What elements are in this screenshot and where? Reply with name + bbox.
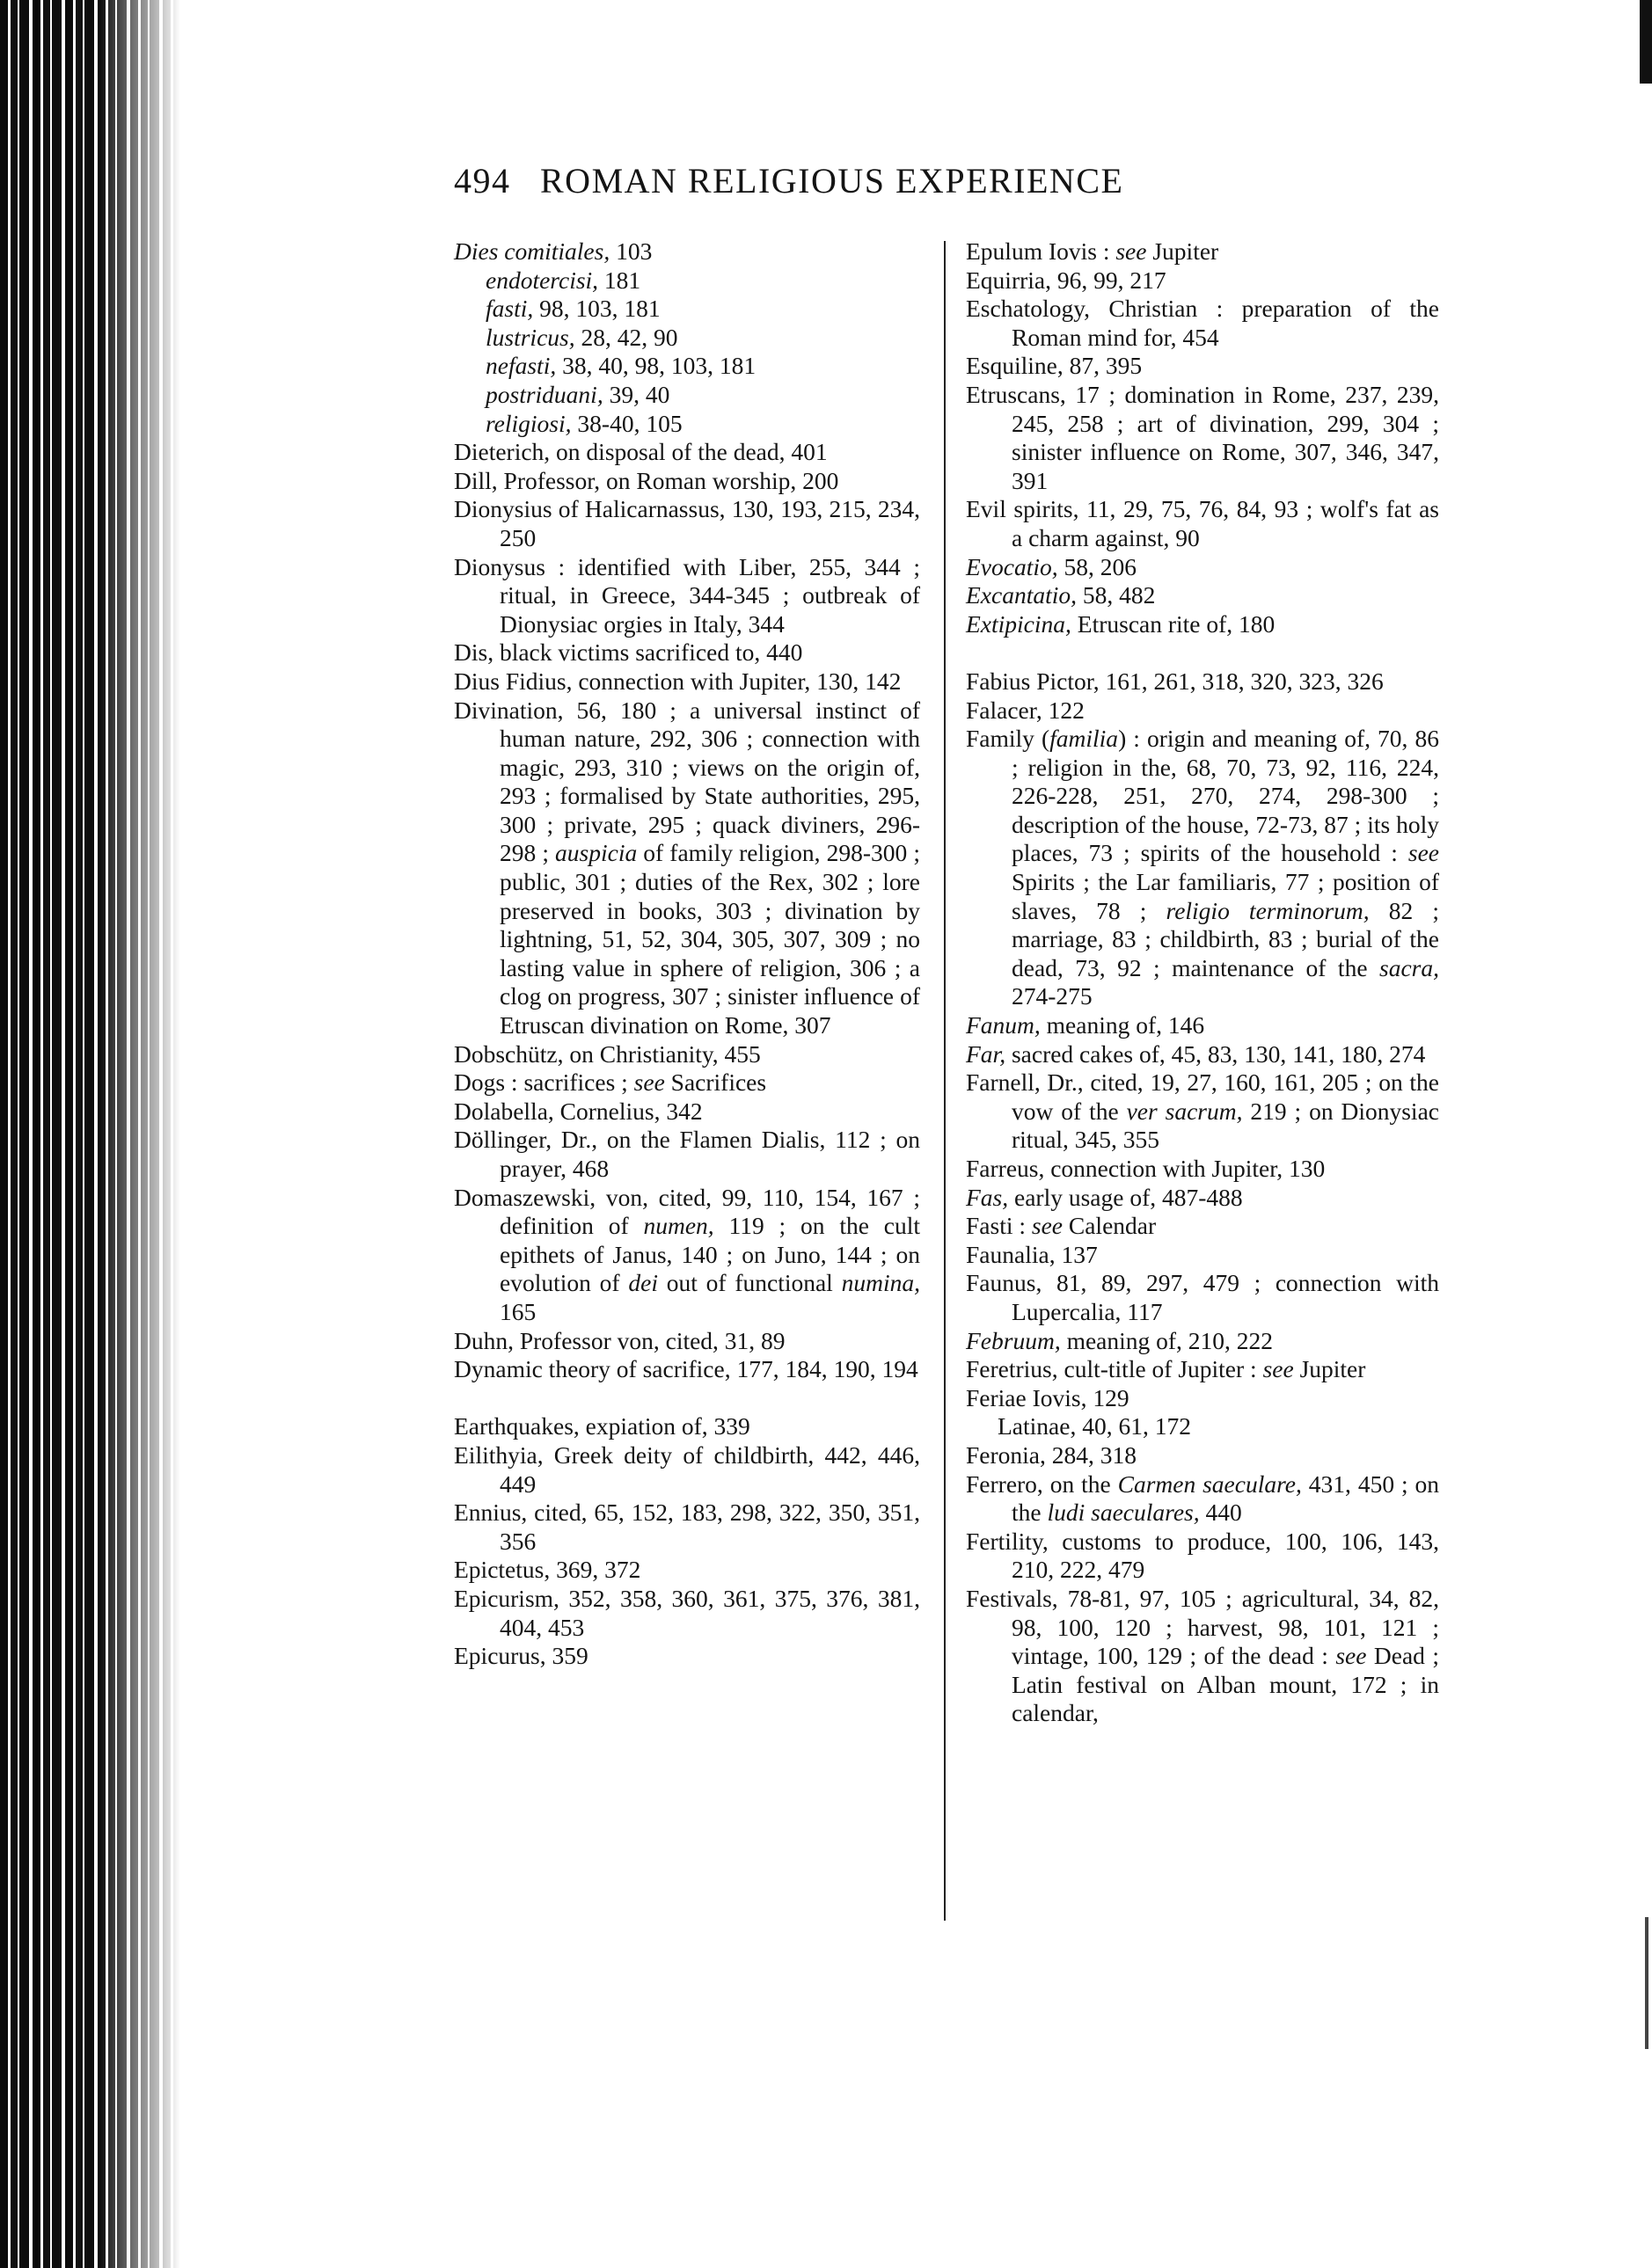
index-entry bbox=[454, 237, 920, 266]
entry-italic-text: nefasti, bbox=[486, 352, 557, 380]
entry-italic-text: see bbox=[1327, 1642, 1367, 1670]
entry-text: Eilithyia, Greek deity of childbirth, 442, 446, 449 bbox=[454, 1440, 920, 1498]
entry-text: Dius Fidius, connection with Jupiter, 130, 142 bbox=[454, 667, 902, 695]
index-entry bbox=[966, 667, 1439, 696]
entry-text: Dionysus : identified with Liber, 255, 344 ; ritual, in Greece, 344-345 ; outbreak of Dionysiac orgies in Italy, 344 bbox=[454, 552, 920, 638]
entry-text: Faunus, 81, 89, 297, 479 ; connection with Lupercalia, 117 bbox=[966, 1269, 1439, 1325]
entry-text: Duhn, Professor von, cited, 31, 89 bbox=[454, 1326, 786, 1354]
entry-text: Dogs : sacrifices ; bbox=[454, 1068, 628, 1097]
entry-italic-text: see bbox=[1256, 1355, 1294, 1383]
entry-text: Faunalia, 137 bbox=[966, 1240, 1098, 1268]
index-entry bbox=[454, 324, 920, 353]
index-entry bbox=[966, 696, 1439, 726]
entry-italic-text: Februum, bbox=[966, 1326, 1061, 1354]
index-entry bbox=[454, 1556, 920, 1585]
entry-text: Spirits ; the Lar familiaris, 77 ; position of slaves, 78 ; bbox=[1012, 868, 1439, 924]
page-number: 494 bbox=[454, 161, 511, 201]
entry-italic-text: religio terminorum, bbox=[1146, 896, 1370, 924]
index-entry bbox=[454, 295, 920, 324]
index-entry bbox=[454, 553, 920, 639]
entry-text: 58, 482 bbox=[1077, 581, 1156, 609]
entry-text: 98, 103, 181 bbox=[533, 295, 661, 323]
entry-text: Fabius Pictor, 161, 261, 318, 320, 323, 326 bbox=[966, 667, 1384, 695]
index-entry bbox=[454, 638, 920, 667]
entry-italic-text: see bbox=[627, 1068, 665, 1097]
index-entry bbox=[966, 610, 1439, 639]
entry-text: Evil spirits, 11, 29, 75, 76, 84, 93 ; wolf's fat as a charm against, 90 bbox=[966, 495, 1439, 551]
entry-text: 103 bbox=[610, 237, 653, 265]
entry-text: Farreus, connection with Jupiter, 130 bbox=[966, 1155, 1326, 1182]
entry-italic-text: ver sacrum, bbox=[1118, 1097, 1243, 1125]
entry-text: 28, 42, 90 bbox=[574, 323, 678, 351]
page-binding-texture bbox=[0, 0, 180, 2268]
page-title: ROMAN RELIGIOUS EXPERIENCE bbox=[540, 161, 1124, 201]
index-letter-gap bbox=[454, 1384, 920, 1413]
index-entry bbox=[966, 553, 1439, 582]
entry-text: Sacrifices bbox=[664, 1068, 767, 1097]
entry-italic-text: see bbox=[1397, 839, 1439, 867]
entry-italic-text: see bbox=[1026, 1212, 1063, 1240]
entry-text: Epulum Iovis : bbox=[966, 237, 1110, 265]
entry-text: 440 bbox=[1199, 1499, 1242, 1527]
column-divider bbox=[944, 241, 946, 1921]
index-entry bbox=[454, 352, 920, 381]
entry-italic-text: fasti, bbox=[486, 295, 534, 323]
entry-text: Family ( bbox=[966, 725, 1050, 753]
index-entry bbox=[454, 1327, 920, 1356]
index-entry bbox=[966, 352, 1439, 381]
entry-italic-text: numina, bbox=[832, 1269, 920, 1297]
index-entry bbox=[966, 1068, 1439, 1155]
entry-text: early usage of, 487-488 bbox=[1008, 1183, 1243, 1211]
entry-italic-text: familia bbox=[1049, 725, 1119, 753]
index-entry bbox=[966, 266, 1439, 295]
entry-italic-text: Far, bbox=[966, 1039, 1006, 1068]
entry-text: Feronia, 284, 318 bbox=[966, 1440, 1137, 1469]
entry-text: Divination, 56, 180 ; a universal instinct of human nature, 292, 306 ; connection with magic, 293, 310 ; views on the origin of, 293 ; formalised by State authorities, 295, 300 ; private, 295 ; quack diviners, 296-298 ; bbox=[454, 696, 920, 867]
entry-italic-text: Dies comitiales, bbox=[454, 237, 610, 265]
index-entry bbox=[966, 1212, 1439, 1241]
index-entry bbox=[454, 410, 920, 439]
index-entry bbox=[966, 1441, 1439, 1470]
entry-text: Dill, Professor, on Roman worship, 200 bbox=[454, 466, 839, 494]
entry-text: Dead ; Latin festival on Alban mount, 172 ; in calendar, bbox=[1012, 1642, 1439, 1727]
entry-text: Falacer, 122 bbox=[966, 696, 1085, 724]
entry-italic-text: Excantatio, bbox=[966, 581, 1078, 609]
entry-text: Epicurism, 352, 358, 360, 361, 375, 376, 381, 404, 453 bbox=[454, 1584, 920, 1641]
entry-italic-text: Fanum, bbox=[966, 1011, 1041, 1039]
entry-text: meaning of, 146 bbox=[1040, 1011, 1205, 1039]
entry-text: out of functional bbox=[657, 1269, 833, 1297]
index-entry bbox=[454, 1642, 920, 1671]
page-edge-mark bbox=[1640, 0, 1652, 84]
entry-text: Domaszewski, von, cited, 99, 110, 154, 167 ; definition of bbox=[454, 1183, 920, 1240]
index-entry bbox=[966, 1040, 1439, 1069]
entry-text: Ferrero, on the bbox=[966, 1469, 1111, 1498]
entry-text: Fasti : bbox=[966, 1212, 1026, 1240]
entry-text: Etruscans, 17 ; domination in Rome, 237, 239, 245, 258 ; art of divination, 299, 304 ; sinister influence on Rome, 307, 346, 347, 391 bbox=[966, 380, 1439, 494]
entry-text: Dionysius of Halicarnassus, 130, 193, 215, 234, 250 bbox=[454, 495, 920, 551]
index-entry bbox=[966, 581, 1439, 610]
entry-text: Fertility, customs to produce, 100, 106, 143, 210, 222, 479 bbox=[966, 1527, 1439, 1584]
entry-text: Dieterich, on disposal of the dead, 401 bbox=[454, 438, 828, 466]
entry-text: 219 ; on Dionysiac ritual, 345, 355 bbox=[1012, 1097, 1439, 1154]
index-entry bbox=[966, 1528, 1439, 1585]
index-entry bbox=[454, 1585, 920, 1642]
entry-italic-text: Fas, bbox=[966, 1183, 1009, 1211]
entry-italic-text: Evocatio, bbox=[966, 552, 1058, 580]
entry-italic-text: dei bbox=[619, 1269, 658, 1297]
index-column-right bbox=[966, 237, 1439, 1728]
entry-text: sacred cakes of, 45, 83, 130, 141, 180, 274 bbox=[1005, 1039, 1426, 1068]
entry-text: Jupiter bbox=[1293, 1355, 1366, 1383]
entry-text: Equirria, 96, 99, 217 bbox=[966, 266, 1166, 294]
entry-text: Eschatology, Christian : preparation of the Roman mind for, 454 bbox=[966, 295, 1439, 351]
index-entry bbox=[966, 1470, 1439, 1528]
entry-italic-text: sacra, bbox=[1367, 953, 1439, 981]
entry-text: 119 ; on the cult epithets of Janus, 140 ; on Juno, 144 ; on evolution of bbox=[500, 1212, 920, 1297]
index-entry bbox=[966, 1585, 1439, 1728]
index-entry bbox=[966, 295, 1439, 352]
index-entry bbox=[966, 1327, 1439, 1356]
index-entry bbox=[966, 725, 1439, 1011]
entry-text: 82 ; marriage, 83 ; childbirth, 83 ; burial of the dead, 73, 92 ; maintenance of the bbox=[1012, 896, 1440, 981]
entry-italic-text: postriduani, bbox=[486, 380, 603, 408]
index-entry bbox=[454, 1068, 920, 1098]
index-entry bbox=[966, 1384, 1439, 1413]
index-entry bbox=[454, 467, 920, 496]
index-column-left bbox=[454, 237, 920, 1671]
index-entry bbox=[454, 495, 920, 552]
index-entry bbox=[966, 1241, 1439, 1270]
entry-text: 38, 40, 98, 103, 181 bbox=[556, 352, 757, 380]
entry-italic-text: auspicia bbox=[548, 839, 638, 867]
page-edge-mark-lower bbox=[1645, 1917, 1648, 2049]
index-entry bbox=[966, 495, 1439, 552]
entry-text: 165 bbox=[500, 1297, 537, 1325]
entry-italic-text: Extipicina, bbox=[966, 609, 1071, 638]
entry-text: meaning of, 210, 222 bbox=[1060, 1326, 1274, 1354]
index-entry bbox=[454, 381, 920, 410]
entry-text: 181 bbox=[598, 266, 641, 294]
entry-text: 58, 206 bbox=[1057, 552, 1137, 580]
index-entry bbox=[454, 1499, 920, 1556]
index-entry bbox=[966, 1355, 1439, 1384]
index-letter-gap bbox=[966, 638, 1439, 667]
entry-text: Festivals, 78-81, 97, 105 ; agricultural, 34, 82, 98, 100, 120 ; harvest, 98, 101, 121 ; vintage, 100, 129 ; of the dead : bbox=[966, 1584, 1439, 1670]
index-entry bbox=[454, 1040, 920, 1069]
entry-italic-text: ludi saeculares, bbox=[1041, 1499, 1200, 1527]
entry-text: Latinae, 40, 61, 172 bbox=[998, 1412, 1191, 1440]
entry-text: ) : origin and meaning of, 70, 86 ; religion in the, 68, 70, 73, 92, 116, 224, 226-228, 251, 270, 274, 298-300 ; description of the house, 72-73, 87 ; its holy places, 73 ; spirits of the household : bbox=[1012, 725, 1439, 867]
entry-italic-text: lustricus, bbox=[486, 323, 575, 351]
index-entry bbox=[454, 1412, 920, 1441]
index-entry bbox=[454, 1098, 920, 1127]
index-entry bbox=[454, 438, 920, 467]
entry-text: Epicurus, 359 bbox=[454, 1642, 588, 1670]
entry-text: Farnell, Dr., cited, 19, 27, 160, 161, 205 ; on the vow of the bbox=[966, 1068, 1439, 1125]
index-entry bbox=[966, 1412, 1439, 1441]
entry-text: 431, 450 ; on the bbox=[1012, 1469, 1439, 1527]
entry-text: Feretrius, cult-title of Jupiter : bbox=[966, 1355, 1257, 1383]
index-entry bbox=[454, 266, 920, 295]
entry-italic-text: see bbox=[1109, 237, 1147, 265]
entry-italic-text: numen, bbox=[628, 1212, 714, 1240]
index-entry bbox=[454, 1441, 920, 1499]
entry-italic-text: endotercisi, bbox=[486, 266, 599, 294]
entry-text: Dolabella, Cornelius, 342 bbox=[454, 1097, 703, 1125]
entry-text: Döllinger, Dr., on the Flamen Dialis, 112 ; on prayer, 468 bbox=[454, 1126, 920, 1182]
entry-text: Earthquakes, expiation of, 339 bbox=[454, 1412, 750, 1440]
entry-text: Feriae Iovis, 129 bbox=[966, 1383, 1129, 1411]
entry-text: 274-275 bbox=[1012, 982, 1093, 1010]
entry-italic-text: religiosi, bbox=[486, 409, 572, 437]
index-entry bbox=[966, 237, 1439, 266]
entry-text: Jupiter bbox=[1146, 237, 1219, 265]
entry-text: Calendar bbox=[1063, 1212, 1157, 1240]
index-entry bbox=[454, 1355, 920, 1384]
index-entry bbox=[966, 1269, 1439, 1326]
index-entry bbox=[454, 667, 920, 696]
entry-text: Ennius, cited, 65, 152, 183, 298, 322, 350, 351, 356 bbox=[454, 1499, 920, 1555]
entry-text: Dis, black victims sacrificed to, 440 bbox=[454, 638, 803, 667]
page-header bbox=[454, 157, 1334, 206]
entry-text: of family religion, 298-300 ; public, 301 ; duties of the Rex, 302 ; lore preserved in books, 303 ; divination by lightning, 51, 52, 304, 305, 307, 309 ; no lasting value in sphere of religion, 306 ; a clog on progress, 307 ; sinister influence of Etruscan divination on Rome, 307 bbox=[500, 839, 920, 1039]
index-entry bbox=[454, 1126, 920, 1183]
index-entry bbox=[454, 696, 920, 1040]
entry-text: 38-40, 105 bbox=[571, 409, 683, 437]
entry-text: Epictetus, 369, 372 bbox=[454, 1556, 641, 1584]
entry-text: Etruscan rite of, 180 bbox=[1071, 609, 1276, 638]
entry-text: 39, 40 bbox=[603, 380, 670, 408]
entry-text: Dynamic theory of sacrifice, 177, 184, 190, 194 bbox=[454, 1355, 918, 1383]
entry-italic-text: Carmen saeculare, bbox=[1110, 1469, 1302, 1498]
entry-text: Dobschütz, on Christianity, 455 bbox=[454, 1039, 761, 1068]
index-entry bbox=[454, 1184, 920, 1327]
entry-text: Esquiline, 87, 395 bbox=[966, 352, 1143, 380]
index-entry bbox=[966, 1184, 1439, 1213]
index-entry bbox=[966, 1011, 1439, 1040]
index-entry bbox=[966, 1155, 1439, 1184]
index-entry bbox=[966, 381, 1439, 495]
